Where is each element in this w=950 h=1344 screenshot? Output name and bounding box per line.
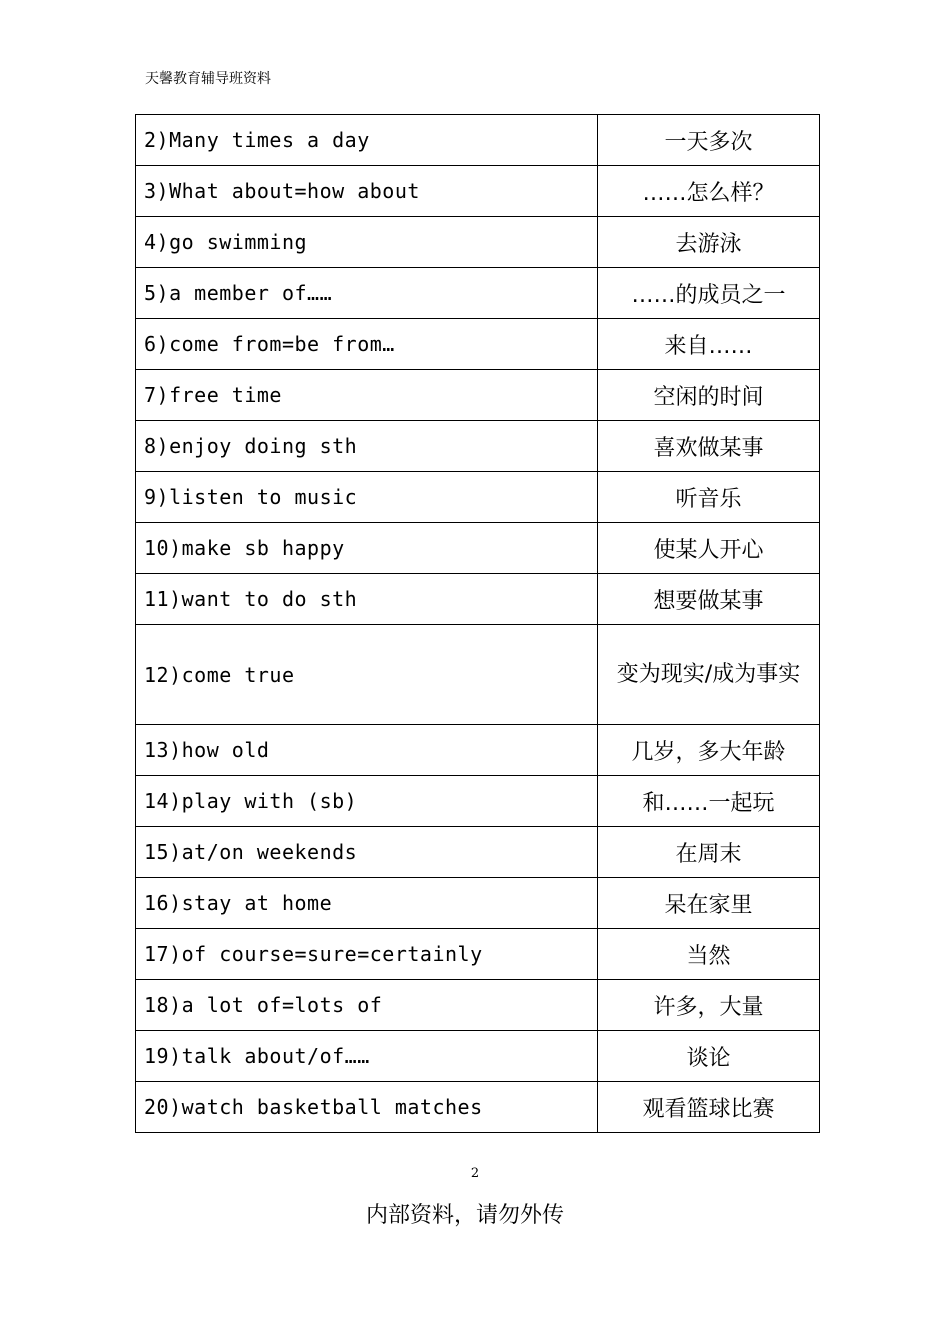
table-row [136, 725, 820, 776]
table-row [136, 268, 820, 319]
table-row [136, 827, 820, 878]
phrase-chinese: 谈论 [598, 1031, 820, 1082]
phrase-chinese: 一天多次 [598, 115, 820, 166]
table-row [136, 319, 820, 370]
table-row [136, 980, 820, 1031]
phrase-chinese: 当然 [598, 929, 820, 980]
phrase-english: 4)go swimming [136, 217, 598, 268]
phrase-english: 16)stay at home [136, 878, 598, 929]
table-row [136, 1082, 820, 1133]
phrase-chinese: 去游泳 [598, 217, 820, 268]
phrase-english: 2)Many times a day [136, 115, 598, 166]
footer-notice: 内部资料，请勿外传 [365, 1203, 564, 1228]
table-row [136, 523, 820, 574]
phrase-english: 18)a lot of=lots of [136, 980, 598, 1031]
phrase-english: 3)What about=how about [136, 166, 598, 217]
phrase-english: 8)enjoy doing sth [136, 421, 598, 472]
phrase-english: 11)want to do sth [136, 574, 598, 625]
table-row [136, 217, 820, 268]
phrase-chinese: 想要做某事 [598, 574, 820, 625]
phrase-english: 7)free time [136, 370, 598, 421]
phrase-english: 20)watch basketball matches [136, 1082, 598, 1133]
phrase-english: 13)how old [136, 725, 598, 776]
phrase-english: 6)come from=be from… [136, 319, 598, 370]
phrase-english: 5)a member of…… [136, 268, 598, 319]
phrase-chinese: 空闲的时间 [598, 370, 820, 421]
phrase-chinese: 来自…… [598, 319, 820, 370]
phrase-chinese: 几岁，多大年龄 [598, 725, 820, 776]
phrase-chinese: ……怎么样？ [598, 166, 820, 217]
table-row [136, 166, 820, 217]
phrase-chinese: 呆在家里 [598, 878, 820, 929]
vocabulary-table [135, 114, 820, 1133]
table-row [136, 625, 820, 725]
page-number: 2 [470, 1166, 480, 1181]
phrase-chinese: 和……一起玩 [598, 776, 820, 827]
phrase-chinese: 许多，大量 [598, 980, 820, 1031]
phrase-english: 12)come true [136, 625, 598, 725]
table-row [136, 370, 820, 421]
phrase-english: 15)at/on weekends [136, 827, 598, 878]
table-row [136, 776, 820, 827]
phrase-chinese: 变为现实/成为事实 [598, 625, 820, 725]
phrase-chinese: 在周末 [598, 827, 820, 878]
table-row [136, 1031, 820, 1082]
phrase-chinese: 观看篮球比赛 [598, 1082, 820, 1133]
table-row [136, 421, 820, 472]
phrase-chinese: ……的成员之一 [598, 268, 820, 319]
phrase-chinese: 使某人开心 [598, 523, 820, 574]
table-row [136, 472, 820, 523]
phrase-chinese: 听音乐 [598, 472, 820, 523]
table-row [136, 878, 820, 929]
table-row [136, 115, 820, 166]
phrase-chinese: 喜欢做某事 [598, 421, 820, 472]
phrase-english: 10)make sb happy [136, 523, 598, 574]
document-header: 天馨教育辅导班资料 [145, 71, 271, 87]
table-row [136, 574, 820, 625]
table-row [136, 929, 820, 980]
phrase-english: 9)listen to music [136, 472, 598, 523]
phrase-english: 17)of course=sure=certainly [136, 929, 598, 980]
phrase-english: 14)play with (sb) [136, 776, 598, 827]
phrase-english: 19)talk about/of…… [136, 1031, 598, 1082]
